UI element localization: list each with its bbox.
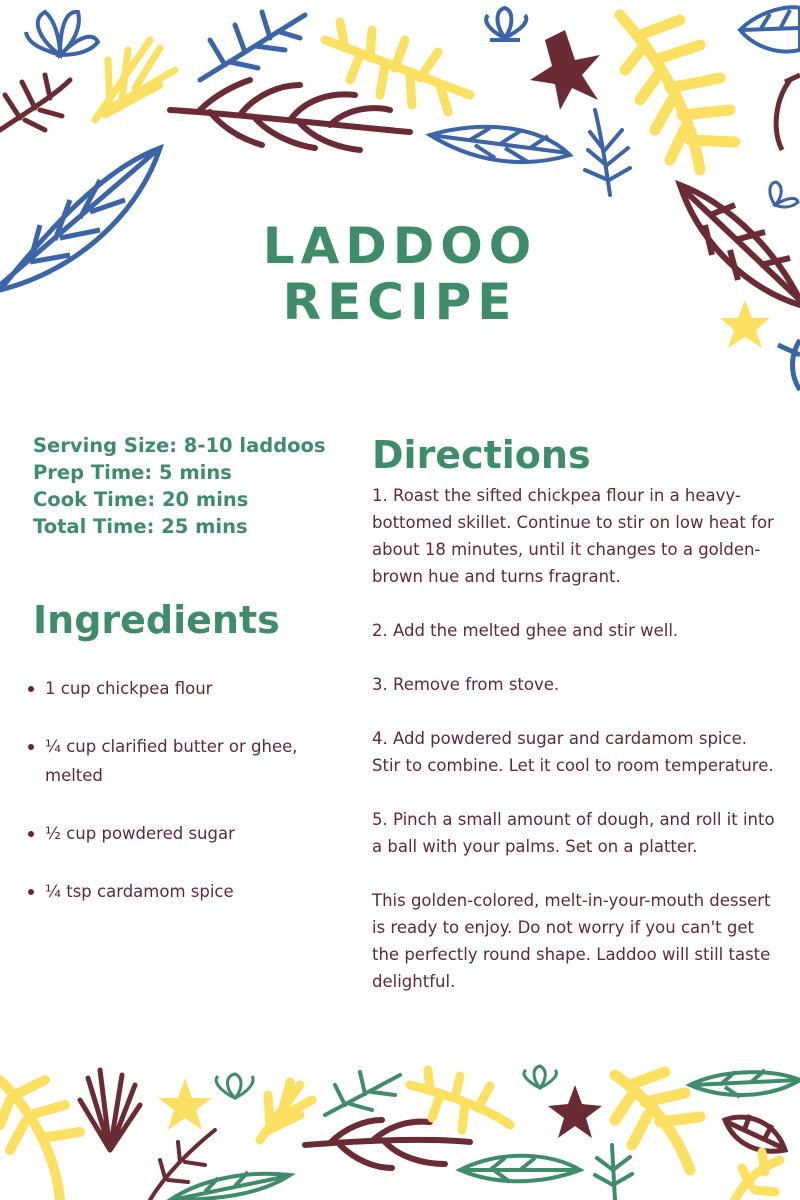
star-flower-icon <box>548 1085 602 1138</box>
leaf-icon <box>778 340 800 390</box>
page-title <box>0 218 800 330</box>
fern-icon <box>595 1145 632 1200</box>
fern-icon <box>585 110 630 195</box>
directions-body <box>372 482 780 1022</box>
leaf-icon <box>620 15 735 170</box>
leaf-icon <box>430 127 570 162</box>
list-item: ¼ tsp cardamom spice <box>20 877 320 906</box>
recipe-meta <box>33 432 353 540</box>
leaf-icon <box>325 22 470 112</box>
leaf-icon <box>740 7 800 51</box>
flower-icon <box>26 12 98 55</box>
star-flower-icon <box>530 30 600 110</box>
flower-icon <box>524 1066 557 1088</box>
title-line-2: RECIPE <box>282 273 518 331</box>
cook-time: Cook Time: 20 mins <box>33 488 249 511</box>
leaf-icon <box>410 1070 510 1130</box>
direction-step: 4. Add powdered sugar and cardamom spice. Stir to combine. Let it cool to room temperature. <box>372 729 774 775</box>
serving-size: Serving Size: 8-10 laddoos <box>33 434 326 457</box>
bottom-foliage-decoration <box>0 1050 800 1200</box>
branch-icon <box>0 75 70 130</box>
direction-step: 1. Roast the sifted chickpea flour in a heavy-bottomed skillet. Continue to stir on low heat for about 18 minutes, until it changes to a golden-brown hue and turns fragrant. <box>372 486 774 586</box>
star-flower-icon <box>158 1078 212 1130</box>
branch-icon <box>305 1120 470 1168</box>
direction-closing: This golden-colored, melt-in-your-mouth dessert is ready to enjoy. Do not worry if you can't get the perfectly round shape. Laddoo will still taste delightful. <box>372 891 771 991</box>
leaf-icon <box>460 1156 580 1182</box>
top-foliage-decoration <box>0 0 800 400</box>
branch-icon <box>170 80 410 150</box>
branch-icon <box>200 12 305 80</box>
direction-step: 2. Add the melted ghee and stir well. <box>372 621 679 640</box>
leaf-icon <box>690 1070 800 1097</box>
flower-icon <box>486 8 526 40</box>
flower-icon <box>770 182 798 207</box>
total-time: Total Time: 25 mins <box>33 515 248 538</box>
leaf-icon <box>260 1082 312 1140</box>
branch-icon <box>325 1072 400 1115</box>
direction-step: 3. Remove from stove. <box>372 675 560 694</box>
title-line-1: LADDOO <box>262 217 538 275</box>
flower-icon <box>216 1074 253 1098</box>
prep-time: Prep Time: 5 mins <box>33 461 232 484</box>
directions-heading: Directions <box>372 433 591 477</box>
leaf-icon <box>725 1115 785 1151</box>
ingredients-list <box>20 674 320 935</box>
leaf-icon <box>735 1152 780 1200</box>
leaf-icon <box>776 75 800 150</box>
leaf-icon <box>615 1072 700 1170</box>
ingredients-heading: Ingredients <box>33 598 280 642</box>
direction-step: 5. Pinch a small amount of dough, and roll it into a ball with your palms. Set on a platter. <box>372 810 775 856</box>
list-item: ¼ cup clarified butter or ghee, melted <box>20 732 320 790</box>
list-item: 1 cup chickpea flour <box>20 674 320 703</box>
list-item: ½ cup powdered sugar <box>20 819 320 848</box>
leaf-icon <box>95 40 175 120</box>
leaf-icon <box>170 1172 290 1200</box>
fern-icon <box>150 1130 215 1200</box>
leaf-icon <box>0 1080 80 1200</box>
fern-icon <box>80 1070 140 1150</box>
